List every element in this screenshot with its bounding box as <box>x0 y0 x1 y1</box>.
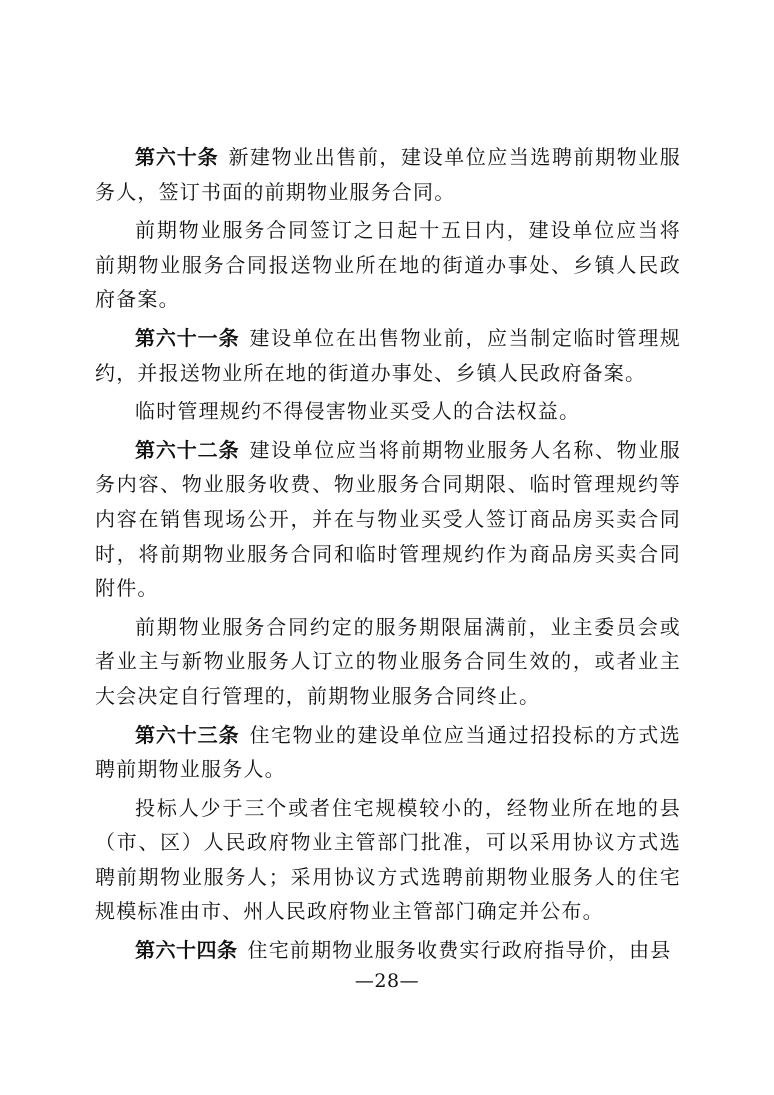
article-heading: 第六十三条 <box>135 722 240 747</box>
page-number: —28— <box>354 970 420 992</box>
paragraph <box>95 610 681 714</box>
paragraph-article-62 <box>95 433 681 606</box>
document-body <box>95 140 681 968</box>
paragraph-article-60 <box>95 140 681 209</box>
article-heading: 第六十四条 <box>135 938 238 963</box>
article-heading: 第六十一条 <box>135 325 240 350</box>
paragraph-text: 住宅物业的建设单位应当通过招投标的方式选聘前期物业服务人。 <box>95 722 682 782</box>
article-heading: 第六十条 <box>135 145 219 169</box>
paragraph <box>95 791 681 929</box>
paragraph <box>95 394 681 429</box>
paragraph-article-61 <box>95 321 681 390</box>
paragraph-text: 前期物业服务合同约定的服务期限届满前，业主委员会或者业主与新物业服务人订立的物业服务合同生效的，或者业主大会决定自行管理的，前期物业服务合同终止。 <box>95 614 681 708</box>
paragraph-text: 建设单位应当将前期物业服务人名称、物业服务内容、物业服务收费、物业服务合同期限、临时管理规约等内容在销售现场公开，并在与物业买受人签订商品房买卖合同时，将前期物业服务合同和临时管理规约作为商品房买卖合同附件。 <box>95 437 682 601</box>
paragraph-text: 临时管理规约不得侵害物业买受人的合法权益。 <box>135 399 581 424</box>
paragraph-article-64 <box>95 933 681 968</box>
paragraph-text: 前期物业服务合同签订之日起十五日内，建设单位应当将前期物业服务合同报送物业所在地的街道办事处、乡镇人民政府备案。 <box>95 218 681 312</box>
paragraph-text: 住宅前期物业服务收费实行政府指导价，由县 <box>247 938 672 963</box>
article-heading: 第六十二条 <box>135 437 240 462</box>
paragraph-article-63 <box>95 718 681 787</box>
paragraph-text: 新建物业出售前，建设单位应当选聘前期物业服务人，签订书面的前期物业服务合同。 <box>95 145 681 204</box>
paragraph-text: 建设单位在出售物业前，应当制定临时管理规约，并报送物业所在地的街道办事处、乡镇人民政府备案。 <box>95 325 682 385</box>
paragraph-text: 投标人少于三个或者住宅规模较小的，经物业所在地的县（市、区）人民政府物业主管部门批准，可以采用协议方式选聘前期物业服务人；采用协议方式选聘前期物业服务人的住宅规模标准由市、州人民政府物业主管部门确定并公布。 <box>95 795 681 924</box>
paragraph <box>95 213 681 317</box>
